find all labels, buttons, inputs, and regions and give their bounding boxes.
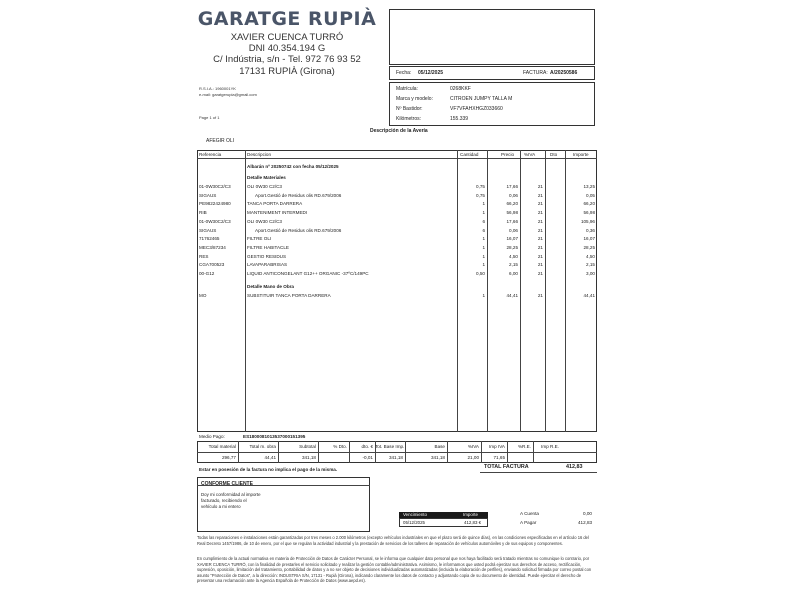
row-cant: 1 [482, 244, 485, 250]
row-precio: 16,07 [506, 236, 518, 242]
bastidor-label: Nº Bastidor: [396, 106, 423, 112]
row-cant: 6 [482, 218, 485, 224]
row-desc: TANCA PORTA DARRERA [247, 201, 303, 207]
row-importe: 66,20 [583, 201, 595, 207]
row-ref: 00-G12 [199, 271, 215, 276]
row-importe: 0,36 [586, 227, 595, 233]
totals-divider [197, 452, 597, 453]
row-ref: 01-0W30C2/C3 [199, 184, 231, 189]
rsia-text: R.S.I.A.: 1960001YK [199, 86, 236, 91]
row-iva: 21 [537, 271, 543, 276]
row-importe: 28,25 [583, 244, 595, 250]
row-precio: 0,06 [509, 227, 518, 233]
privacy-text: En cumplimiento de la actual normativa en materia de Protección de Datos de Carácter Personal, se le informa que cualquier dato personal que nos haya facilitado será tratado mientras no comunique lo contrario, por XAVIER CUENCA TURRÓ, con la finalidad de prestarles el servicio solicitado y realizar la gestión contable/administrativa. Asimismo, le informamos que usted podrá ejercitar sus derechos de acceso, rectificación, supresión, oposición, limitación del tratamiento, portabilidad de datos y a no ser objeto de decisiones individualizadas automatizadas (incluida la elaboración de perfiles), enviando solicitud firmada por correo postal con asunto "Protección de Datos", a la dirección: INDUSTRIA S/N, 17131 - Rupià (Girona), indicando claramente los datos de contacto y adjuntando copia de su documento de identidad. Puede ejercitar el derecho de presentar una reclamación ante la Agencia Española de Protección de Datos (www.aepd.es). [197, 556, 592, 584]
a-cuenta-label: A Cuenta [520, 511, 539, 516]
row-ref: SIGAUS [199, 192, 217, 198]
vencimiento-header: Vencimiento [403, 512, 427, 517]
row-ref: 01-0W30C2/C3 [199, 218, 231, 224]
totals-value: 296,77 [221, 455, 236, 460]
row-importe: 3,00 [586, 271, 595, 276]
table-header-divider [197, 158, 597, 159]
km-value: 155.339 [450, 116, 469, 122]
row-desc: Aport.Gestió de Residus olis RD.679/2006 [255, 227, 342, 233]
vencimientos-row [399, 518, 488, 527]
row-cant: 1 [482, 210, 485, 216]
materiales-title: Detalle Materiales [247, 175, 286, 180]
row-precio: 2,15 [509, 262, 518, 268]
totals-header: Total material [208, 444, 236, 449]
totals-value: 341,18 [301, 455, 316, 460]
bastidor-value: VF7VFAHXHGZ033660 [450, 106, 503, 112]
matricula-value: 0268KKF [450, 86, 471, 92]
row-cant: 0,50 [476, 271, 485, 276]
total-factura-value: 412,83 [566, 464, 583, 470]
col-divider [565, 150, 566, 432]
vencimiento-fecha: 05/12/2025 [403, 520, 425, 525]
factura-value: A/20250586 [550, 70, 578, 76]
totals-value: 21,00 [467, 455, 479, 460]
invoice-header-box [389, 66, 595, 80]
row-iva: 21 [537, 236, 543, 242]
row-iva: 21 [537, 192, 543, 198]
totals-header: Imp R.E. [541, 444, 559, 449]
row-desc: LIQUID ANTICONGELANT G12++ ORGANIC -37ºC/149PC [247, 271, 369, 276]
row-desc: OLI 0W30 C2/C3 [247, 184, 282, 189]
col-divider [457, 150, 458, 432]
a-pagar-value: 412,83 [578, 520, 593, 525]
averia-title: Descripción de la Avería [370, 128, 428, 134]
row-precio: 28,25 [506, 244, 518, 250]
row-ref: SIGAUS [199, 227, 217, 233]
row-cant: 1 [482, 293, 485, 298]
row-ref: MO [199, 293, 207, 298]
km-label: Kilómetros: [396, 116, 422, 122]
marca-value: CITROEN JUMPY TALLA M [450, 96, 513, 102]
row-importe: 105,96 [580, 218, 595, 224]
company-name: GARATGE RUPIÀ [197, 8, 377, 30]
row-desc: MANTENIMENT INTERMEDI [247, 210, 308, 216]
conforme-text-1: Doy mi conformidad al importe [201, 492, 261, 497]
conforme-title-divider [197, 485, 370, 486]
vehicle-box [389, 82, 595, 126]
company-dni: DNI 40.354.194 G [248, 43, 326, 54]
row-cant: 0,75 [476, 192, 485, 198]
row-importe: 13,25 [583, 184, 595, 189]
row-precio: 4,50 [509, 253, 518, 259]
row-cant: 1 [482, 201, 485, 207]
header-cantidad: Cantidad [460, 152, 479, 157]
row-desc: FILTRE HABITACLE [247, 244, 289, 250]
row-iva: 21 [537, 184, 543, 189]
conforme-title: CONFORME CLIENTE [201, 481, 253, 487]
row-iva: 21 [537, 244, 543, 250]
row-precio: 66,20 [506, 201, 518, 207]
row-ref: 71762465 [199, 236, 220, 242]
row-ref: CGA700523 [199, 262, 225, 268]
totals-header: Base [434, 444, 445, 449]
marca-label: Marca y modelo: [396, 96, 433, 102]
row-desc: GESTIO RESIDUS [247, 253, 287, 259]
col-divider [487, 150, 488, 432]
row-iva: 21 [537, 201, 543, 207]
vencimiento-importe: 412,83 € [464, 520, 482, 525]
row-iva: 21 [537, 227, 543, 233]
a-cuenta-value: 0,00 [583, 511, 592, 516]
header-dto: Dto [550, 152, 558, 157]
row-precio: 17,66 [506, 184, 518, 189]
totals-header: dto. € [361, 444, 373, 449]
row-cant: 1 [482, 236, 485, 242]
row-importe: 2,15 [586, 262, 595, 268]
totals-header: Imp IVA [489, 444, 505, 449]
row-iva: 21 [537, 253, 543, 259]
col-divider [245, 150, 246, 432]
row-cant: 1 [482, 262, 485, 268]
row-ref: MEC3/87234 [199, 244, 226, 250]
payment-iban: ES1800081013537000151395 [243, 434, 306, 439]
row-iva: 21 [537, 293, 543, 298]
email-text: e-mail: garatgerupia@gmail.com [199, 92, 257, 97]
row-precio: 0,06 [509, 192, 518, 198]
conforme-text-3: vehículo a mi entero [201, 504, 241, 509]
col-divider [545, 150, 546, 432]
page-number: Page 1 of 1 [199, 115, 220, 120]
header-iva: %IVA [524, 152, 536, 157]
row-precio: 6,00 [509, 271, 518, 276]
totals-header: Total m. obra [249, 444, 276, 449]
col-divider [520, 150, 521, 432]
albaran-line: Albarán nº 20250742 con fecha 05/12/2025 [247, 164, 339, 169]
payment-note: Estar en posesión de la factura no implica el pago de la misma. [199, 467, 338, 472]
totals-header: % Dto. [333, 444, 347, 449]
factura-label: FACTURA: [523, 70, 548, 76]
header-descripcion: Descripcion [247, 152, 271, 157]
total-factura-label: TOTAL FACTURA [484, 464, 529, 470]
row-desc: SUBSTITUIR TANCA PORTA DARRERA [247, 293, 331, 298]
header-referencia: Referencia [199, 152, 222, 157]
row-iva: 21 [537, 218, 543, 224]
totals-value: 44,41 [264, 455, 276, 460]
header-precio: Precio [501, 152, 515, 157]
row-precio: 17,66 [506, 218, 518, 224]
row-importe: 0,05 [586, 192, 595, 198]
averia-text: AFEGIR OLI [206, 138, 235, 144]
row-importe: 44,41 [583, 293, 595, 298]
row-desc: Aport.Gestió de Residus olis RD.679/2006 [255, 192, 342, 198]
row-ref: RIB [199, 210, 207, 216]
row-importe: 56,98 [583, 210, 595, 216]
row-cant: 1 [482, 253, 485, 259]
row-importe: 16,07 [583, 236, 595, 242]
row-cant: 0,75 [476, 184, 485, 189]
totals-value: -0,01 [362, 455, 373, 460]
row-ref: RES [199, 253, 209, 259]
header-importe: Importe [573, 152, 589, 157]
row-ref: PE9822424980 [199, 201, 231, 207]
row-desc: OLI 0W30 C2/C3 [247, 218, 282, 224]
fecha-value: 05/12/2025 [418, 70, 444, 76]
fecha-label: Fecha: [396, 70, 412, 76]
client-address-box [389, 9, 595, 65]
warranty-text: Todas las reparaciones e instalaciones están garantizadas por tres meses o 2.000 kilómetros (excepto vehículos industriales en que el plazo será de quince días), en las condiciones especificadas en el artículo 16 del Real Decreto 1457/1986, de 10 de enero, por el que se regulan la actividad industrial y la prestación de servicios de los talleres de reparación de vehículos automóviles y de sus equipos y componentes. [197, 535, 589, 546]
row-iva: 21 [537, 262, 543, 268]
row-iva: 21 [537, 210, 543, 216]
totals-header: Tot. Base Imp. [375, 444, 405, 449]
row-importe: 4,50 [586, 253, 595, 259]
company-owner: XAVIER CUENCA TURRÓ [230, 32, 344, 43]
totals-header: %IVA [467, 444, 479, 449]
totals-value: 71,65 [493, 455, 505, 460]
payment-label: Medio Pago: [199, 434, 225, 439]
row-precio: 44,41 [506, 293, 518, 298]
importe-header: Importe [463, 512, 478, 517]
totals-header: Subtotal [299, 444, 316, 449]
matricula-label: Matrícula: [396, 86, 418, 92]
total-divider [480, 472, 597, 473]
conforme-text-2: facturado, recibiendo el [201, 498, 247, 503]
row-cant: 6 [482, 227, 485, 233]
a-pagar-label: A Pagar [520, 520, 537, 525]
row-desc: LAVAPARABRISAS [247, 262, 288, 268]
row-precio: 56,98 [506, 210, 518, 216]
totals-value: 341,18 [388, 455, 403, 460]
row-desc: FILTRE OLI [247, 236, 272, 242]
company-address: C/ Indústria, s/n - Tel. 972 76 93 52 [213, 54, 361, 65]
company-city: 17131 RUPIÀ (Girona) [239, 66, 335, 77]
totals-header: %R.E. [517, 444, 531, 449]
totals-value: 341,18 [430, 455, 445, 460]
mano-title: Detalle Mano de Obra [247, 284, 294, 289]
